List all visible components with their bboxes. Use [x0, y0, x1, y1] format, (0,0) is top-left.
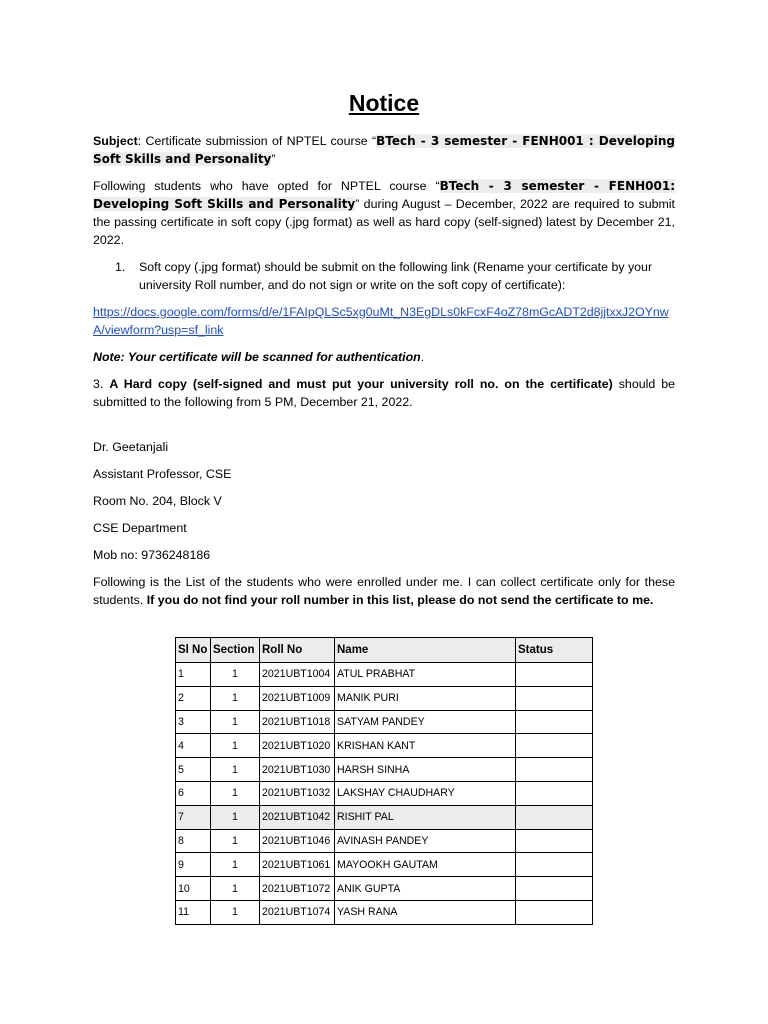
contact-block	[93, 438, 675, 564]
page-title: Notice	[348, 90, 420, 116]
table-row	[176, 758, 593, 782]
cell-name: YASH RANA	[335, 900, 516, 924]
cell-sl-no: 1	[176, 663, 211, 687]
cell-name: ATUL PRABHAT	[335, 663, 516, 687]
cell-section: 1	[211, 663, 260, 687]
hard-copy-paragraph	[93, 375, 675, 411]
cell-name: HARSH SINHA	[335, 758, 516, 782]
table-row	[176, 663, 593, 687]
cell-roll-no: 2021UBT1061	[260, 853, 335, 877]
cell-status	[516, 805, 593, 829]
cell-status	[516, 758, 593, 782]
subject-line	[93, 132, 675, 168]
cell-sl-no: 10	[176, 877, 211, 901]
cell-roll-no: 2021UBT1004	[260, 663, 335, 687]
cell-roll-no: 2021UBT1030	[260, 758, 335, 782]
cell-section: 1	[211, 805, 260, 829]
cell-name: RISHIT PAL	[335, 805, 516, 829]
student-table	[175, 637, 593, 925]
table-row	[176, 877, 593, 901]
list-intro-warning: If you do not find your roll number in this list, please do not send the certificate to me.	[146, 593, 654, 607]
cell-section: 1	[211, 829, 260, 853]
cell-roll-no: 2021UBT1046	[260, 829, 335, 853]
cell-section: 1	[211, 877, 260, 901]
cell-status	[516, 829, 593, 853]
cell-section: 1	[211, 734, 260, 758]
list-intro-text: Following is the List of the students who were enrolled under me. I can collect certificate only for these students.	[93, 575, 675, 607]
cell-sl-no: 2	[176, 686, 211, 710]
cell-status	[516, 710, 593, 734]
cell-status	[516, 734, 593, 758]
cell-section: 1	[211, 686, 260, 710]
subject-course: BTech - 3 semester - FENH001 : Developing Soft Skills and Personality	[93, 134, 675, 166]
cell-sl-no: 9	[176, 853, 211, 877]
cell-section: 1	[211, 900, 260, 924]
intro-post: ” during August – December, 2022 are required to submit the passing certificate in soft copy (.jpg format) as well as hard copy (self-signed) latest by December 21, 2022.	[93, 197, 675, 247]
header-sl-no: Sl No	[176, 638, 211, 663]
cell-status	[516, 663, 593, 687]
contact-mobile: Mob no: 9736248186	[93, 548, 211, 562]
subject-text: : Certificate submission of NPTEL course “	[137, 134, 377, 148]
cell-sl-no: 6	[176, 781, 211, 805]
cell-sl-no: 3	[176, 710, 211, 734]
note-end: .	[420, 350, 425, 364]
header-section: Section	[211, 638, 260, 663]
cell-roll-no: 2021UBT1074	[260, 900, 335, 924]
list-item-text: Soft copy (.jpg format) should be submit on the following link (Rename your certificate by your university Roll number, and do not sign or write on the soft copy of certificate):	[139, 260, 653, 292]
table-row	[176, 900, 593, 924]
cell-status	[516, 781, 593, 805]
cell-status	[516, 686, 593, 710]
cell-sl-no: 4	[176, 734, 211, 758]
cell-sl-no: 8	[176, 829, 211, 853]
table-row	[176, 853, 593, 877]
cell-name: MAYOOKH GAUTAM	[335, 853, 516, 877]
cell-roll-no: 2021UBT1072	[260, 877, 335, 901]
table-row	[176, 781, 593, 805]
contact-designation: Assistant Professor, CSE	[93, 467, 232, 481]
hard-copy-bold: A Hard copy (self-signed and must put your university roll no. on the certificate)	[109, 377, 613, 391]
contact-room: Room No. 204, Block V	[93, 494, 222, 508]
table-row	[176, 686, 593, 710]
note-line	[93, 348, 675, 366]
instruction-list	[93, 258, 675, 294]
cell-name: MANIK PURI	[335, 686, 516, 710]
cell-name: ANIK GUPTA	[335, 877, 516, 901]
subject-label: Subject	[93, 134, 138, 148]
intro-paragraph	[93, 177, 675, 249]
cell-name: LAKSHAY CHAUDHARY	[335, 781, 516, 805]
table-row	[176, 829, 593, 853]
cell-roll-no: 2021UBT1032	[260, 781, 335, 805]
notice-document	[93, 88, 675, 618]
header-status: Status	[516, 638, 593, 663]
contact-name: Dr. Geetanjali	[93, 440, 169, 454]
contact-department: CSE Department	[93, 521, 187, 535]
cell-section: 1	[211, 758, 260, 782]
subject-close: ”	[271, 152, 276, 166]
hard-copy-number: 3.	[93, 377, 104, 391]
header-name: Name	[335, 638, 516, 663]
cell-roll-no: 2021UBT1018	[260, 710, 335, 734]
cell-status	[516, 900, 593, 924]
cell-roll-no: 2021UBT1009	[260, 686, 335, 710]
list-item	[93, 258, 675, 294]
hard-copy-post: should be submitted to the following from 5 PM, December 21, 2022.	[93, 377, 675, 409]
list-item-number: 1.	[115, 260, 126, 274]
cell-status	[516, 853, 593, 877]
cell-section: 1	[211, 781, 260, 805]
note-text: Note: Your certificate will be scanned for authentication	[93, 350, 421, 364]
table-body	[176, 663, 593, 925]
cell-status	[516, 877, 593, 901]
cell-section: 1	[211, 853, 260, 877]
table-row	[176, 734, 593, 758]
table-row	[176, 805, 593, 829]
table-header-row	[176, 638, 593, 663]
google-form-link[interactable]: https://docs.google.com/forms/d/e/1FAIpQLSc5xg0uMt_N3EgDLs0kFcxF4oZ78mGcADT2d8jjtxxJ2OYnwA/viewform?usp=sf_link	[93, 305, 669, 337]
intro-pre: Following students who have opted for NPTEL course “	[93, 179, 440, 193]
list-intro-paragraph	[93, 573, 675, 609]
header-roll-no: Roll No	[260, 638, 335, 663]
table-row	[176, 710, 593, 734]
cell-name: AVINASH PANDEY	[335, 829, 516, 853]
cell-sl-no: 7	[176, 805, 211, 829]
cell-roll-no: 2021UBT1042	[260, 805, 335, 829]
cell-sl-no: 5	[176, 758, 211, 782]
cell-name: KRISHAN KANT	[335, 734, 516, 758]
cell-roll-no: 2021UBT1020	[260, 734, 335, 758]
cell-section: 1	[211, 710, 260, 734]
cell-sl-no: 11	[176, 900, 211, 924]
intro-course: BTech - 3 semester - FENH001: Developing Soft Skills and Personality	[93, 179, 675, 211]
cell-name: SATYAM PANDEY	[335, 710, 516, 734]
